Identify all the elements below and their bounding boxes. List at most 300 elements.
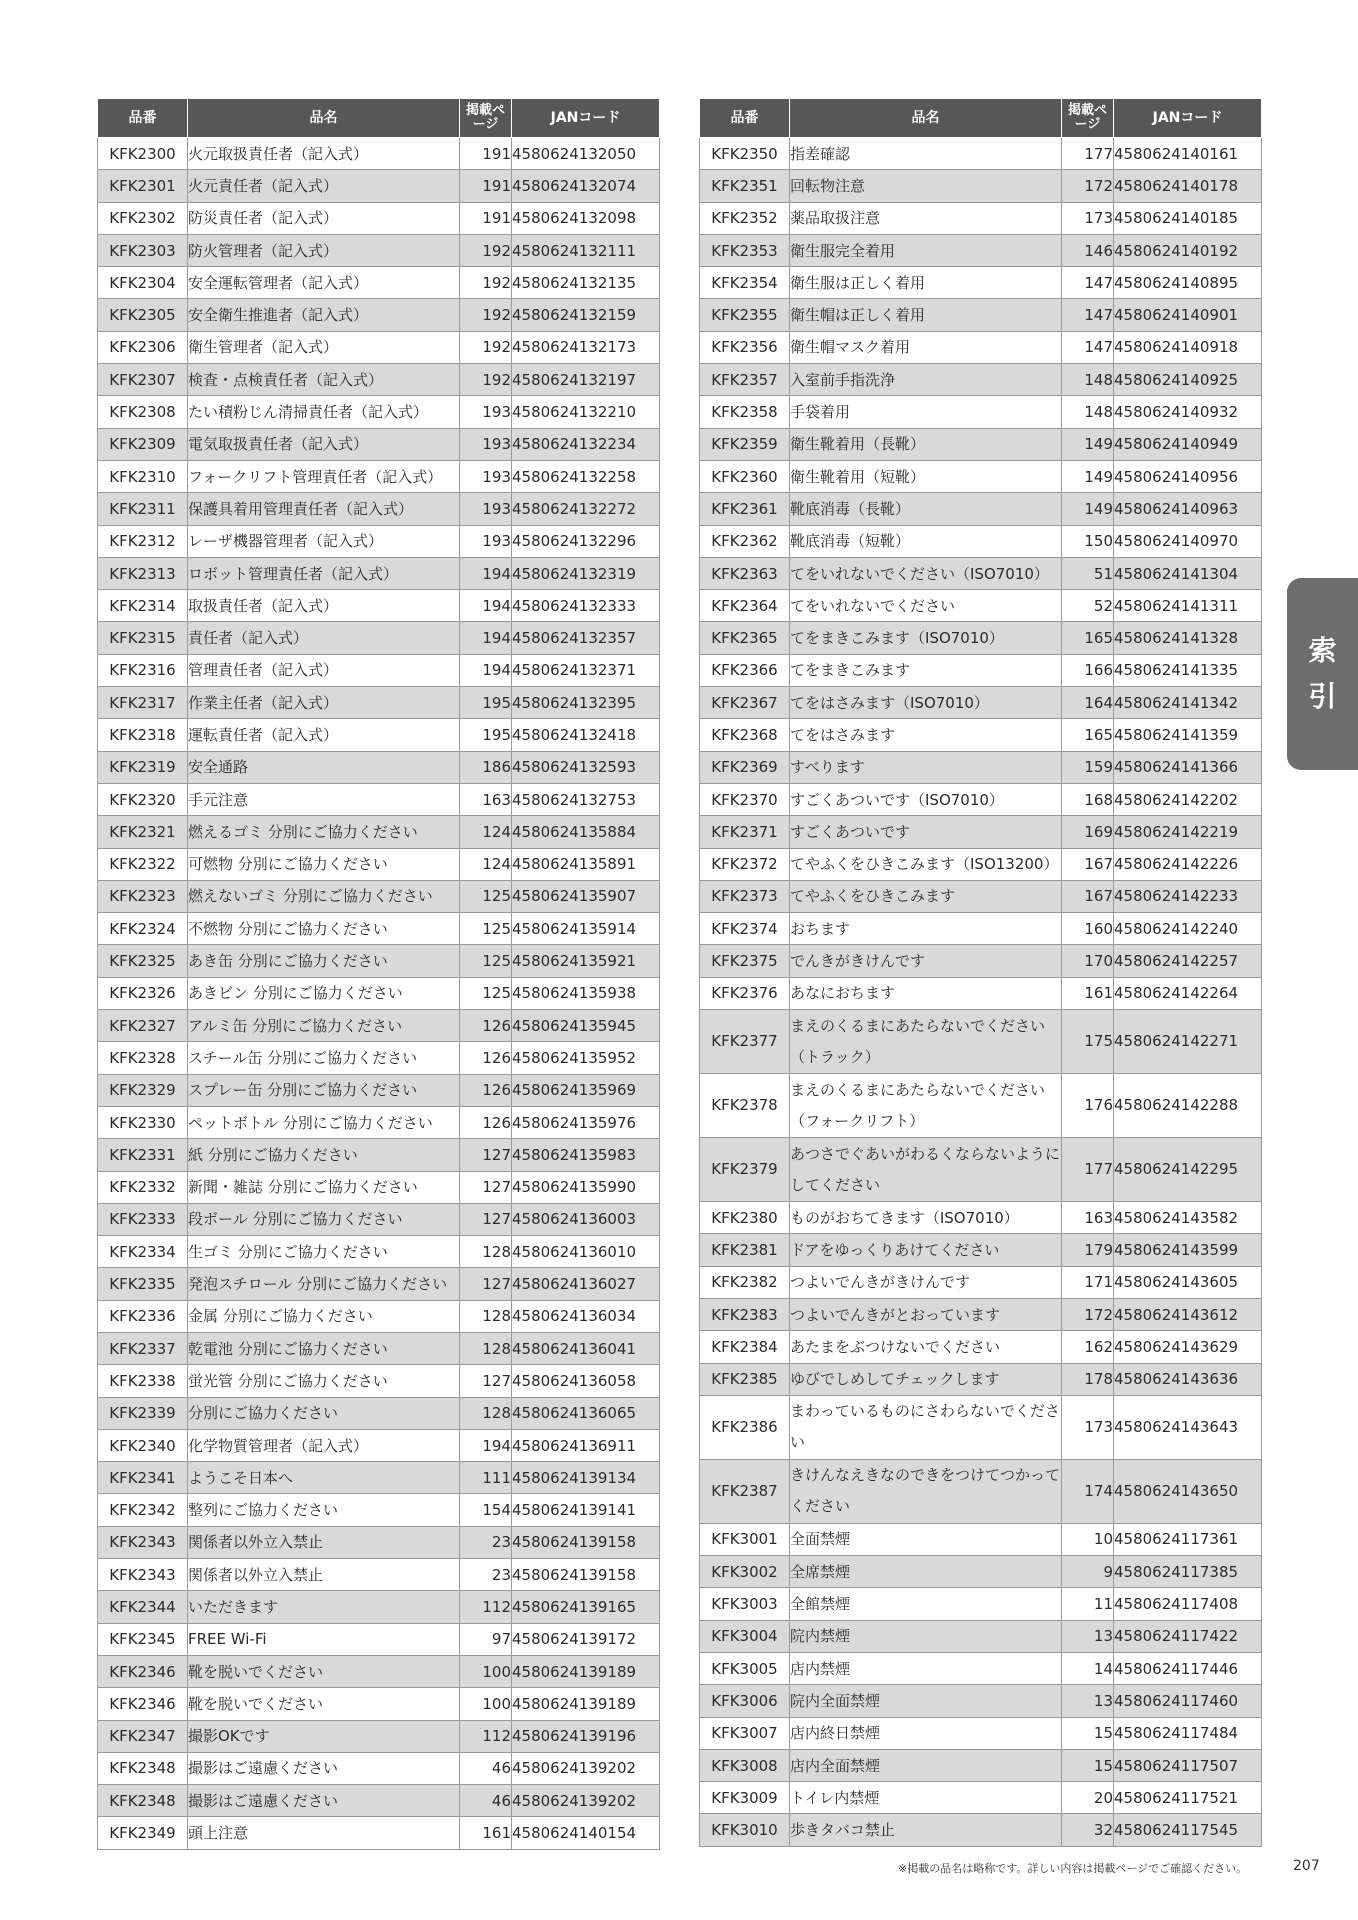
cell-page: 192 [460,331,512,363]
cell-page: 160 [1062,913,1114,945]
table-row [700,945,1262,977]
table-row [700,1074,1262,1138]
cell-jan: 4580624117545 [1114,1814,1262,1846]
cell-jan: 4580624139165 [512,1591,660,1623]
cell-page: 194 [460,1429,512,1461]
table-row [98,1332,660,1364]
table-row [700,525,1262,557]
cell-name: ゆびでしめしてチェックします [790,1363,1062,1395]
cell-page: 147 [1062,267,1114,299]
cell-name: 火元取扱責任者（記入式） [188,138,460,170]
cell-jan: 4580624117422 [1114,1620,1262,1652]
cell-name: てやふくをひきこみます [790,880,1062,912]
cell-page: 192 [460,267,512,299]
cell-jan: 4580624139189 [512,1655,660,1687]
table-row [98,1236,660,1268]
cell-code: KFK2373 [700,880,790,912]
table-row [98,945,660,977]
cell-code: KFK2309 [98,428,188,460]
cell-jan: 4580624143599 [1114,1234,1262,1266]
table-row [98,913,660,945]
cell-name: ドアをゆっくりあけてください [790,1234,1062,1266]
table-row [98,267,660,299]
cell-code: KFK2335 [98,1268,188,1300]
cell-code: KFK2348 [98,1752,188,1784]
cell-code: KFK2351 [700,170,790,202]
cell-name: でんきがきけんです [790,945,1062,977]
side-tab-char-2: 引 [1308,680,1337,713]
header-code: 品番 [700,99,790,138]
cell-jan: 4580624132395 [512,687,660,719]
cell-jan: 4580624135891 [512,848,660,880]
cell-code: KFK2312 [98,525,188,557]
cell-page: 125 [460,880,512,912]
cell-page: 128 [460,1397,512,1429]
cell-code: KFK2371 [700,816,790,848]
header-page: 掲載ページ [1062,99,1114,138]
cell-jan: 4580624140185 [1114,202,1262,234]
cell-jan: 4580624141342 [1114,687,1262,719]
cell-page: 124 [460,816,512,848]
cell-page: 193 [460,460,512,492]
cell-name: 防災責任者（記入式） [188,202,460,234]
cell-code: KFK2340 [98,1429,188,1461]
cell-code: KFK2360 [700,460,790,492]
cell-name: あき缶 分別にご協力ください [188,945,460,977]
cell-page: 154 [460,1494,512,1526]
cell-page: 20 [1062,1782,1114,1814]
cell-jan: 4580624132333 [512,590,660,622]
cell-code: KFK2344 [98,1591,188,1623]
table-row [98,331,660,363]
cell-code: KFK2379 [700,1138,790,1202]
cell-name: 院内全面禁煙 [790,1685,1062,1717]
cell-code: KFK3007 [700,1717,790,1749]
cell-code: KFK2300 [98,138,188,170]
cell-name: まわっているものにさわらないでください [790,1395,1062,1459]
cell-name: 安全通路 [188,751,460,783]
cell-jan: 4580624139158 [512,1526,660,1558]
header-code: 品番 [98,99,188,138]
table-row [700,1363,1262,1395]
cell-name: 店内禁煙 [790,1652,1062,1684]
cell-page: 149 [1062,460,1114,492]
cell-jan: 4580624132074 [512,170,660,202]
cell-jan: 4580624140970 [1114,525,1262,557]
cell-code: KFK2378 [700,1074,790,1138]
cell-name: すごくあついです [790,816,1062,848]
cell-page: 178 [1062,1363,1114,1395]
table-row [98,1171,660,1203]
table-row [98,1591,660,1623]
cell-page: 100 [460,1655,512,1687]
cell-jan: 4580624142271 [1114,1010,1262,1074]
cell-name: 蛍光管 分別にご協力ください [188,1365,460,1397]
cell-code: KFK3003 [700,1588,790,1620]
table-row [98,751,660,783]
cell-jan: 4580624142257 [1114,945,1262,977]
table-row [98,170,660,202]
cell-code: KFK2346 [98,1655,188,1687]
cell-page: 161 [1062,977,1114,1009]
cell-code: KFK2364 [700,590,790,622]
table-row [98,1494,660,1526]
cell-page: 46 [460,1752,512,1784]
cell-jan: 4580624143629 [1114,1331,1262,1363]
table-row [700,719,1262,751]
table-row [700,557,1262,589]
cell-name: ペットボトル 分別にご協力ください [188,1106,460,1138]
cell-code: KFK2376 [700,977,790,1009]
page-number: 207 [1293,1858,1320,1874]
table-row [98,1365,660,1397]
cell-jan: 4580624132050 [512,138,660,170]
cell-page: 111 [460,1462,512,1494]
cell-page: 175 [1062,1010,1114,1074]
cell-page: 177 [1062,138,1114,170]
cell-jan: 4580624143582 [1114,1202,1262,1234]
cell-page: 165 [1062,719,1114,751]
cell-page: 195 [460,687,512,719]
table-row [700,1717,1262,1749]
cell-page: 192 [460,299,512,331]
cell-jan: 4580624141366 [1114,751,1262,783]
table-row [700,1588,1262,1620]
cell-name: 衛生靴着用（短靴） [790,460,1062,492]
cell-page: 193 [460,396,512,428]
cell-page: 194 [460,590,512,622]
cell-name: 院内禁煙 [790,1620,1062,1652]
table-row [98,493,660,525]
header-name: 品名 [790,99,1062,138]
cell-page: 15 [1062,1717,1114,1749]
cell-page: 192 [460,234,512,266]
cell-jan: 4580624140925 [1114,364,1262,396]
cell-code: KFK2328 [98,1042,188,1074]
cell-code: KFK2329 [98,1074,188,1106]
table-body-right [700,138,1262,1847]
cell-page: 10 [1062,1523,1114,1555]
cell-page: 150 [1062,525,1114,557]
cell-jan: 4580624135907 [512,880,660,912]
cell-page: 149 [1062,493,1114,525]
cell-jan: 4580624143643 [1114,1395,1262,1459]
cell-code: KFK2348 [98,1785,188,1817]
cell-name: 化学物質管理者（記入式） [188,1429,460,1461]
cell-page: 170 [1062,945,1114,977]
cell-jan: 4580624142233 [1114,880,1262,912]
table-row [98,525,660,557]
cell-name: 新聞・雑誌 分別にご協力ください [188,1171,460,1203]
cell-page: 51 [1062,557,1114,589]
header-jan: JANコード [512,99,660,138]
cell-code: KFK3004 [700,1620,790,1652]
cell-page: 127 [460,1365,512,1397]
cell-code: KFK3010 [700,1814,790,1846]
cell-page: 9 [1062,1556,1114,1588]
cell-code: KFK2362 [700,525,790,557]
cell-name: 関係者以外立入禁止 [188,1559,460,1591]
cell-code: KFK2314 [98,590,188,622]
cell-code: KFK3006 [700,1685,790,1717]
cell-page: 148 [1062,364,1114,396]
cell-jan: 4580624117507 [1114,1749,1262,1781]
cell-page: 146 [1062,234,1114,266]
table-row [700,460,1262,492]
table-row [700,913,1262,945]
cell-code: KFK2356 [700,331,790,363]
cell-name: てをはさみます [790,719,1062,751]
cell-code: KFK2332 [98,1171,188,1203]
cell-code: KFK2385 [700,1363,790,1395]
cell-jan: 4580624140192 [1114,234,1262,266]
table-row [700,202,1262,234]
cell-jan: 4580624141359 [1114,719,1262,751]
cell-jan: 4580624139141 [512,1494,660,1526]
cell-page: 124 [460,848,512,880]
cell-page: 191 [460,138,512,170]
cell-jan: 4580624132159 [512,299,660,331]
cell-page: 171 [1062,1266,1114,1298]
cell-jan: 4580624132753 [512,783,660,815]
table-row [98,1655,660,1687]
cell-name: 運転責任者（記入式） [188,719,460,751]
cell-name: 検査・点検責任者（記入式） [188,364,460,396]
cell-name: きけんなえきなのできをつけてつかってください [790,1459,1062,1523]
cell-name: アルミ缶 分別にご協力ください [188,1010,460,1042]
cell-jan: 4580624135945 [512,1010,660,1042]
cell-page: 126 [460,1042,512,1074]
table-row [700,1234,1262,1266]
cell-page: 112 [460,1720,512,1752]
cell-jan: 4580624136911 [512,1429,660,1461]
index-side-tab[interactable] [1287,578,1358,770]
table-row [98,1752,660,1784]
cell-code: KFK2315 [98,622,188,654]
table-row [98,1074,660,1106]
cell-code: KFK2316 [98,654,188,686]
table-row [98,1623,660,1655]
cell-jan: 4580624117484 [1114,1717,1262,1749]
table-row [98,1785,660,1817]
cell-page: 164 [1062,687,1114,719]
cell-name: 段ボール 分別にご協力ください [188,1203,460,1235]
cell-jan: 4580624140956 [1114,460,1262,492]
cell-page: 127 [460,1268,512,1300]
cell-name: 乾電池 分別にご協力ください [188,1332,460,1364]
cell-code: KFK2327 [98,1010,188,1042]
table-row [700,1395,1262,1459]
cell-jan: 4580624142202 [1114,783,1262,815]
table-row [98,1526,660,1558]
table-row [700,751,1262,783]
cell-name: あたまをぶつけないでください [790,1331,1062,1363]
table-row [700,590,1262,622]
cell-code: KFK2358 [700,396,790,428]
cell-code: KFK2320 [98,783,188,815]
cell-name: 安全運転管理者（記入式） [188,267,460,299]
table-row [98,622,660,654]
cell-jan: 4580624139189 [512,1688,660,1720]
cell-page: 194 [460,557,512,589]
table-row [98,1300,660,1332]
cell-code: KFK2336 [98,1300,188,1332]
cell-page: 195 [460,719,512,751]
cell-jan: 4580624140901 [1114,299,1262,331]
cell-page: 193 [460,428,512,460]
cell-code: KFK2349 [98,1817,188,1849]
cell-code: KFK2326 [98,977,188,1009]
cell-name: 責任者（記入式） [188,622,460,654]
cell-page: 147 [1062,299,1114,331]
cell-jan: 4580624141335 [1114,654,1262,686]
cell-page: 166 [1062,654,1114,686]
table-row [98,1203,660,1235]
cell-jan: 4580624136034 [512,1300,660,1332]
cell-name: たい積粉じん清掃責任者（記入式） [188,396,460,428]
cell-code: KFK2387 [700,1459,790,1523]
cell-code: KFK2350 [700,138,790,170]
cell-code: KFK2339 [98,1397,188,1429]
table-row [700,1331,1262,1363]
cell-code: KFK2317 [98,687,188,719]
cell-name: スプレー缶 分別にご協力ください [188,1074,460,1106]
cell-code: KFK2308 [98,396,188,428]
cell-page: 15 [1062,1749,1114,1781]
table-row [98,687,660,719]
cell-name: ものがおちてきます（ISO7010） [790,1202,1062,1234]
cell-jan: 4580624132593 [512,751,660,783]
cell-name: 店内全面禁煙 [790,1749,1062,1781]
cell-jan: 4580624117521 [1114,1782,1262,1814]
table-row [700,1010,1262,1074]
cell-jan: 4580624132197 [512,364,660,396]
cell-code: KFK2359 [700,428,790,460]
cell-code: KFK2311 [98,493,188,525]
cell-page: 168 [1062,783,1114,815]
cell-jan: 4580624140932 [1114,396,1262,428]
cell-jan: 4580624135976 [512,1106,660,1138]
cell-code: KFK2343 [98,1526,188,1558]
table-row [700,428,1262,460]
cell-page: 128 [460,1236,512,1268]
cell-jan: 4580624139158 [512,1559,660,1591]
table-row [700,493,1262,525]
cell-jan: 4580624142219 [1114,816,1262,848]
cell-code: KFK2334 [98,1236,188,1268]
cell-name: 衛生帽マスク着用 [790,331,1062,363]
cell-page: 52 [1062,590,1114,622]
cell-code: KFK2367 [700,687,790,719]
cell-name: 可燃物 分別にご協力ください [188,848,460,880]
table-row [700,1202,1262,1234]
cell-page: 126 [460,1010,512,1042]
cell-jan: 4580624135884 [512,816,660,848]
cell-name: 回転物注意 [790,170,1062,202]
cell-jan: 4580624140918 [1114,331,1262,363]
table-row [98,1042,660,1074]
cell-code: KFK2337 [98,1332,188,1364]
cell-page: 167 [1062,880,1114,912]
table-row [98,1397,660,1429]
cell-page: 176 [1062,1074,1114,1138]
cell-jan: 4580624135990 [512,1171,660,1203]
cell-jan: 4580624143612 [1114,1298,1262,1330]
cell-code: KFK2319 [98,751,188,783]
table-row [700,267,1262,299]
table-row [700,1556,1262,1588]
table-row [98,364,660,396]
cell-code: KFK2313 [98,557,188,589]
cell-name: あきビン 分別にご協力ください [188,977,460,1009]
cell-jan: 4580624139202 [512,1752,660,1784]
cell-name: てをいれないでください（ISO7010） [790,557,1062,589]
cell-name: 安全衛生推進者（記入式） [188,299,460,331]
cell-name: 全館禁煙 [790,1588,1062,1620]
cell-code: KFK2306 [98,331,188,363]
table-row [98,816,660,848]
cell-code: KFK2324 [98,913,188,945]
cell-code: KFK2330 [98,1106,188,1138]
cell-page: 179 [1062,1234,1114,1266]
cell-name: つよいでんきがきけんです [790,1266,1062,1298]
cell-jan: 4580624142240 [1114,913,1262,945]
cell-code: KFK2368 [700,719,790,751]
header-jan: JANコード [1114,99,1262,138]
table-header-row [98,99,660,138]
table-row [98,848,660,880]
table-row [98,1010,660,1042]
cell-page: 173 [1062,1395,1114,1459]
cell-page: 127 [460,1203,512,1235]
cell-name: 指差確認 [790,138,1062,170]
cell-jan: 4580624141304 [1114,557,1262,589]
cell-name: 防火管理者（記入式） [188,234,460,266]
cell-jan: 4580624142226 [1114,848,1262,880]
cell-jan: 4580624132135 [512,267,660,299]
cell-jan: 4580624141311 [1114,590,1262,622]
cell-page: 191 [460,170,512,202]
cell-jan: 4580624139134 [512,1462,660,1494]
cell-name: ロボット管理責任者（記入式） [188,557,460,589]
cell-code: KFK2375 [700,945,790,977]
cell-name: つよいでんきがとおっています [790,1298,1062,1330]
table-row [700,1138,1262,1202]
cell-jan: 4580624136041 [512,1332,660,1364]
cell-jan: 4580624117460 [1114,1685,1262,1717]
cell-jan: 4580624136058 [512,1365,660,1397]
table-row [98,654,660,686]
cell-page: 148 [1062,396,1114,428]
cell-code: KFK2307 [98,364,188,396]
table-row [700,1685,1262,1717]
index-table-left [97,98,660,1850]
cell-name: 不燃物 分別にご協力ください [188,913,460,945]
cell-page: 194 [460,622,512,654]
cell-page: 46 [460,1785,512,1817]
cell-name: トイレ内禁煙 [790,1782,1062,1814]
table-row [700,170,1262,202]
cell-jan: 4580624135914 [512,913,660,945]
table-row [98,1429,660,1461]
cell-code: KFK2365 [700,622,790,654]
cell-code: KFK2325 [98,945,188,977]
table-row [700,1782,1262,1814]
cell-jan: 4580624143605 [1114,1266,1262,1298]
cell-page: 126 [460,1106,512,1138]
cell-name: 関係者以外立入禁止 [188,1526,460,1558]
cell-code: KFK3001 [700,1523,790,1555]
